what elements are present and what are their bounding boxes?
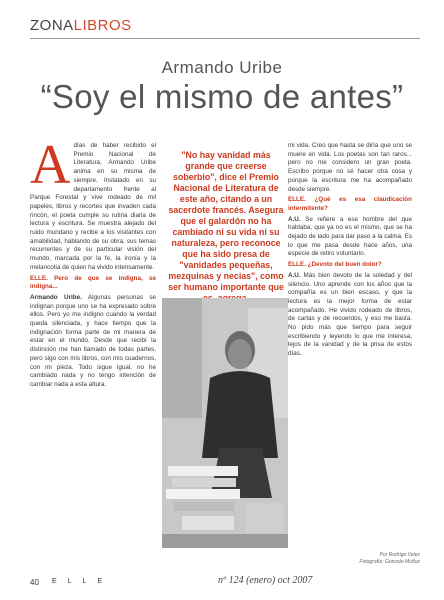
answer-3 — [288, 272, 412, 359]
answer-3-text: Más bien devoto de la soledad y del silencio. Uno aprende con los años que la compañía es un bien escaso, y que la lectura es la mejor forma de estar acompañado. He vivido rodeado de libros, de cartas y de recuerdos, y eso me basta. No pido más que tiempo para seguir escribiendo y leyendo lo que me interesa, lejos de la vanidad y de la prisa de estos días. — [288, 271, 413, 358]
photo-credit: Fotografía: Gonzalo Muñoz — [359, 559, 420, 565]
answer-1 — [30, 294, 156, 390]
column-right — [288, 142, 412, 361]
answer-2-label: A.U. — [288, 215, 301, 223]
intro-paragraph — [30, 134, 156, 273]
section-title — [30, 17, 132, 34]
answer-2 — [288, 216, 412, 260]
answer-3-label: A.U. — [288, 271, 301, 279]
page-number: 40 — [30, 578, 39, 587]
intro-text: días de haber recibido el Premio Nacional de Literatura, Armando Uribe anima en su misma de siempre. Instalado en su departamento frente al Parque Forestal y vive rodeado de mil papeles, libros y recortes que invaden cada rincón, el poeta cumple su rutina diaria de lectura y escritura. Se muestra alejado del ruido mundano y recibe a los visitantes con amabilidad, hablando de su obra, sus temas recurrentes y de su particular visión del mundo, marcada por la fe, la ironía y la melancolía de quien ha vivido intensamente. — [30, 142, 156, 271]
pull-quote: "No hay vanidad más grande que creerse soberbio", dice el Premio Nacional de Literatura de este año, citando a un sacerdote francés. Asegura que el galardón no ha cambiado ni su vida ni su naturaleza, pero reconoce que ha sido presa de "vanidades pequeñas, mezquinas y necias", como ser humano importante que — [168, 150, 284, 292]
question-1: ELLE. Pero de que se indigna, se indigna... — [30, 274, 156, 291]
magazine-brand: ELLE — [52, 578, 114, 585]
answer-1-text: Algunas personas se indignan porque uno se ha expresado sobre ellos. Pero yo me indigno cuando la verdad queda silenciada, y hace tiempo que la indignación forma parte de mi manera de estar en el mundo. Desde que recibí la distinción me han llamado de todas partes, pero sigo con mis libros, con mis cuadernos, con mi pieza. Todo sigue igual, no he cambiado nada y no tengo intención de cambiar nada a esta altura. — [30, 293, 157, 388]
column-left — [30, 134, 157, 392]
author-photo — [162, 298, 288, 548]
author-name: Armando Uribe — [161, 58, 283, 77]
section-title-zona: ZONA — [30, 17, 74, 34]
handwritten-note: nº 124 (enero) oct 2007 — [218, 575, 313, 586]
answer-2-text: Se refiere a ese hombre del que hablaba, que ya no es el mismo, que se ha dejado de lado para dar paso a la calma. Es lo que me pasa desde hace años, una especie de retiro voluntario. — [288, 215, 412, 258]
drop-cap: A — [30, 134, 71, 196]
writer-credit: Por Rodrigo Velez — [379, 552, 420, 558]
right-intro: mi vida. Creo que hasta se diría que uno se muere en vida. Los poetas son tan raros... pero no me considero un gran poeta. Escribo porque no sé hacer otra cosa y porque la escritura me ha acompañado desde siempre. — [288, 142, 412, 193]
question-2: ELLE. ¿Qué es esa claudicación intermitente? — [288, 196, 412, 212]
photo-illustration — [162, 298, 288, 548]
section-title-libros: LIBROS — [73, 17, 132, 34]
article-headline: “Soy el mismo de antes” — [40, 78, 404, 115]
answer-1-label: Armando Uribe. — [30, 293, 82, 301]
question-3: ELLE. ¿Devoto del buen dolor? — [288, 261, 382, 269]
